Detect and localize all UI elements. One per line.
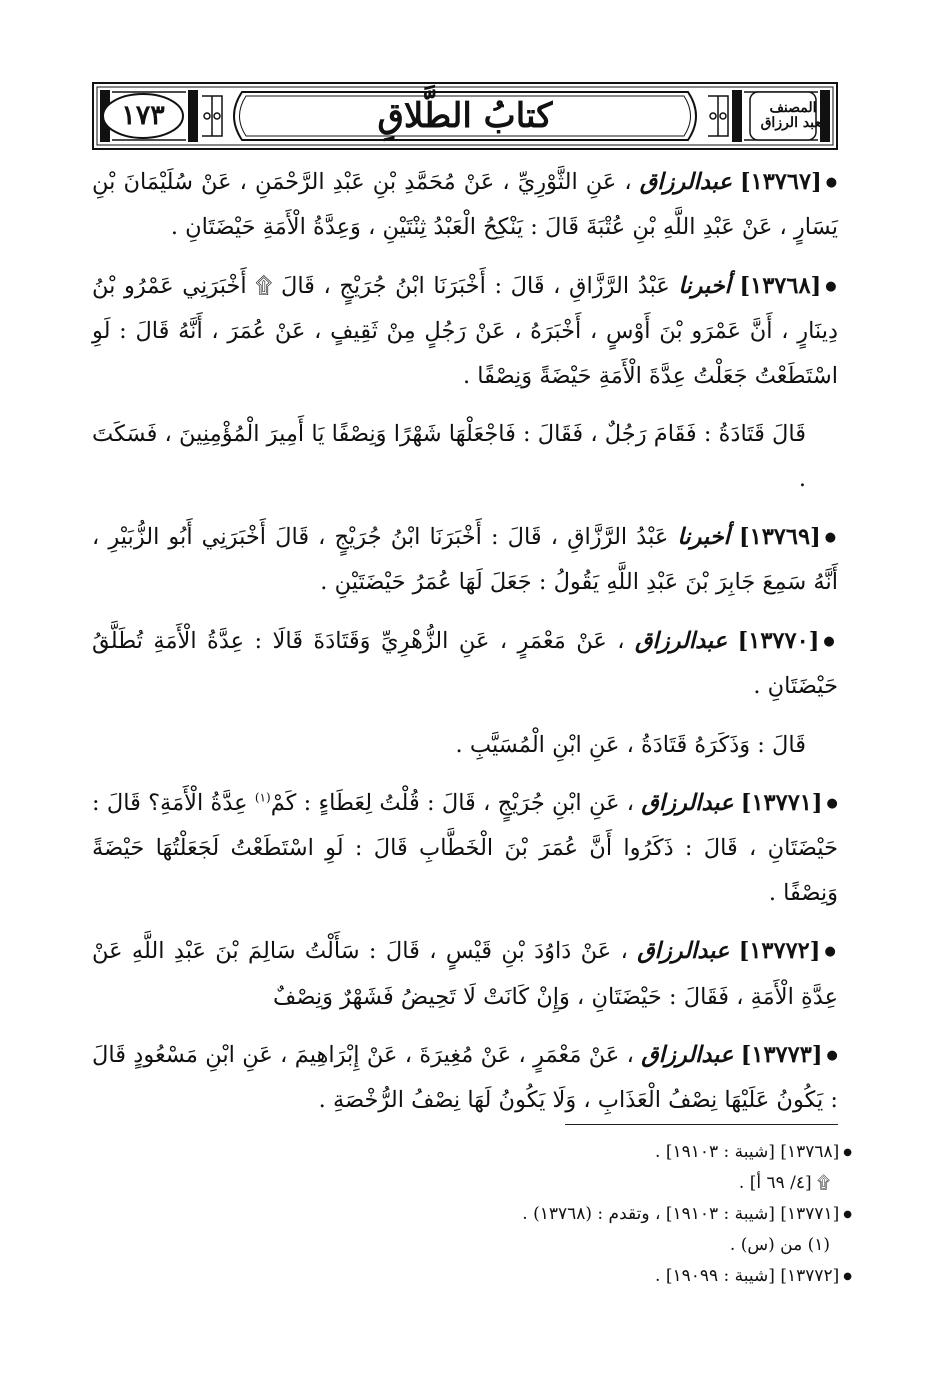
- hadith-13771: [92, 781, 838, 915]
- footnote-divider: [565, 1124, 838, 1125]
- hadith-number: [١٣٧٧٣]: [740, 1042, 823, 1068]
- bullet-icon: ●: [825, 174, 839, 190]
- bullet-icon: ●: [826, 1047, 839, 1063]
- chain-start: أخبرنا: [677, 524, 730, 550]
- hadith-body: عَبْدُ الرَّزَّاقِ ، قَالَ : أَخْبَرَنَا ابْنُ جُرَيْجٍ ، قَالَ أَخْبَرَنِي أَبُو الزُّبَيْرِ ، أَنَّهُ سَمِعَ جَابِرَ بْنَ عَبْدِ اللَّهِ يَقُولُ : جَعَلَ لَهَا عُمَرُ حَيْضَتَيْنِ .: [92, 524, 838, 596]
- footnote-text: (١) من (س) .: [729, 1235, 830, 1255]
- chain-start: عبدالرزاق: [641, 790, 734, 816]
- continuation-text: قَالَ : وَذَكَرَهُ قَتَادَةُ ، عَنِ ابْنِ الْمُسَيَّبِ .: [455, 731, 806, 758]
- chain-start: عبدالرزاق: [635, 627, 728, 654]
- hadith-number: [١٣٧٧١]: [740, 790, 823, 816]
- hadith-body: ، عَنْ مَعْمَرٍ ، عَنِ الزُّهْرِيِّ وَقَتَادَةَ قَالَا : عِدَّةُ الْأَمَةِ تُطَلَّقُ حَيْضَتَانِ .: [92, 627, 838, 699]
- hadith-number: [١٣٧٧٢]: [738, 938, 821, 965]
- footnote-line: [92, 1168, 852, 1199]
- footnote-text: [١٣٧٧١] [شيبة : ١٩١٠٣] ، وتقدم : (١٣٧٦٨) .: [522, 1204, 840, 1224]
- hadith-number: [١٣٧٧٠]: [737, 627, 820, 654]
- hadith-number: [١٣٧٦٩]: [738, 524, 821, 550]
- page-title: كتابُ الطَّلاقِ: [377, 96, 553, 136]
- chain-start: عبدالرزاق: [641, 1042, 734, 1068]
- hadith-body: عَبْدُ الرَّزَّاقِ ، قَالَ : أَخْبَرَنَا ابْنُ جُرَيْجٍ ، قَالَ ۩ أَخْبَرَنِي عَمْرُو بْنُ دِينَارٍ ، أَنَّ عَمْرَو بْنَ أَوْسٍ ، أَخْبَرَهُ ، عَنْ رَجُلٍ مِنْ ثَقِيفٍ ، عَنْ عُمَرَ ، أَنَّهُ قَالَ : لَوِ اسْتَطَعْتُ جَعَلْتُ عِدَّةَ الْأَمَةِ حَيْضَةً وَنِصْفًا .: [92, 272, 838, 389]
- bullet-icon: ●: [824, 529, 838, 545]
- page-number: ١٧٣: [121, 100, 165, 131]
- hadith-body: ، عَنِ الثَّوْرِيِّ ، عَنْ مُحَمَّدِ بْنِ عَبْدِ الرَّحْمَنِ ، عَنْ سُلَيْمَانَ بْنِ يَسَارٍ ، عَنْ عَبْدِ اللَّهِ بْنِ عُتْبَةَ قَالَ : يَنْكِحُ الْعَبْدُ ثِنْتَيْنِ ، وَعِدَّةُ الْأَمَةِ حَيْضَتَانِ .: [92, 169, 838, 241]
- bullet-icon: ●: [843, 1271, 852, 1282]
- chain-start: أخبرنا: [678, 272, 731, 299]
- footnotes: [92, 1137, 852, 1292]
- bullet-icon: ●: [843, 1209, 852, 1220]
- hadith-number: [١٣٧٦٧]: [739, 169, 822, 195]
- bullet-icon: ●: [823, 633, 839, 649]
- continuation-text: قَالَ قَتَادَةُ : فَقَامَ رَجُلٌ ، فَقَالَ : فَاجْعَلْهَا شَهْرًا وَنِصْفًا يَا أَمِيرَ الْمُؤْمِنِينَ ، فَسَكَتَ .: [92, 421, 806, 492]
- hadith-13768: [92, 264, 838, 398]
- hadith-13769: [92, 515, 838, 605]
- footnote-line: [92, 1137, 852, 1168]
- chain-start: عبدالرزاق: [637, 938, 730, 965]
- bullet-icon: ●: [825, 278, 839, 294]
- hadith-body: ، عَنْ مَعْمَرٍ ، عَنْ مُغِيرَةَ ، عَنْ إِبْرَاهِيمَ ، عَنِ ابْنِ مَسْعُودٍ قَالَ : يَكُونُ عَلَيْهَا نِصْفُ الْعَذَابِ ، وَلَا يَكُونُ لَهَا نِصْفُ الرُّخْصَةِ .: [92, 1042, 838, 1114]
- bullet-icon: ●: [826, 795, 839, 811]
- hadith-body: ، عَنِ ابْنِ جُرَيْجٍ ، قَالَ : قُلْتُ لِعَطَاءٍ : كَمْ: [270, 790, 635, 816]
- footnote-text: [١٣٧٦٨] [شيبة : ١٩١٠٣] .: [655, 1142, 840, 1162]
- hadith-text: [92, 160, 838, 1137]
- hadith-13767: [92, 160, 838, 250]
- footnote-text: [١٣٧٧٢] [شيبة : ١٩٠٩٩] .: [655, 1266, 840, 1286]
- bullet-icon: ●: [843, 1147, 852, 1158]
- page-header: [92, 82, 838, 150]
- hadith-13772: [92, 929, 838, 1019]
- hadith-body: ، عَنْ دَاوُدَ بْنِ قَيْسٍ ، قَالَ : سَأَلْتُ سَالِمَ بْنَ عَبْدِ اللَّهِ عَنْ عِدَّةِ الْأَمَةِ ، فَقَالَ : حَيْضَتَانِ ، وَإِنْ كَانَتْ لَا تَحِيضُ فَشَهْرٌ وَنِصْفٌ: [92, 938, 838, 1010]
- footnote-line: [92, 1230, 852, 1261]
- bullet-icon: ●: [824, 944, 838, 959]
- hadith-body-cont: عِدَّةُ الْأَمَةِ؟ قَالَ : حَيْضَتَانِ ، قَالَ : ذَكَرُوا أَنَّ عُمَرَ بْنَ الْخَطَّابِ قَالَ : لَوِ اسْتَطَعْتُ لَجَعَلْتُهَا حَيْضَةً وَنِصْفًا .: [92, 790, 838, 906]
- book-logo: المصنف لعبد الرزاق: [760, 100, 826, 131]
- hadith-continuation: [92, 723, 838, 768]
- footnote-text: ۩ [٤/ ٦٩ أ] .: [738, 1173, 830, 1193]
- footnote-line: [92, 1261, 852, 1292]
- footnote-ref[interactable]: (١): [254, 790, 271, 805]
- hadith-13770: [92, 619, 838, 709]
- chain-start: عبدالرزاق: [639, 169, 732, 195]
- hadith-number: [١٣٧٦٨]: [739, 272, 822, 299]
- hadith-continuation: [92, 412, 838, 501]
- hadith-13773: [92, 1033, 838, 1123]
- footnote-line: [92, 1199, 852, 1230]
